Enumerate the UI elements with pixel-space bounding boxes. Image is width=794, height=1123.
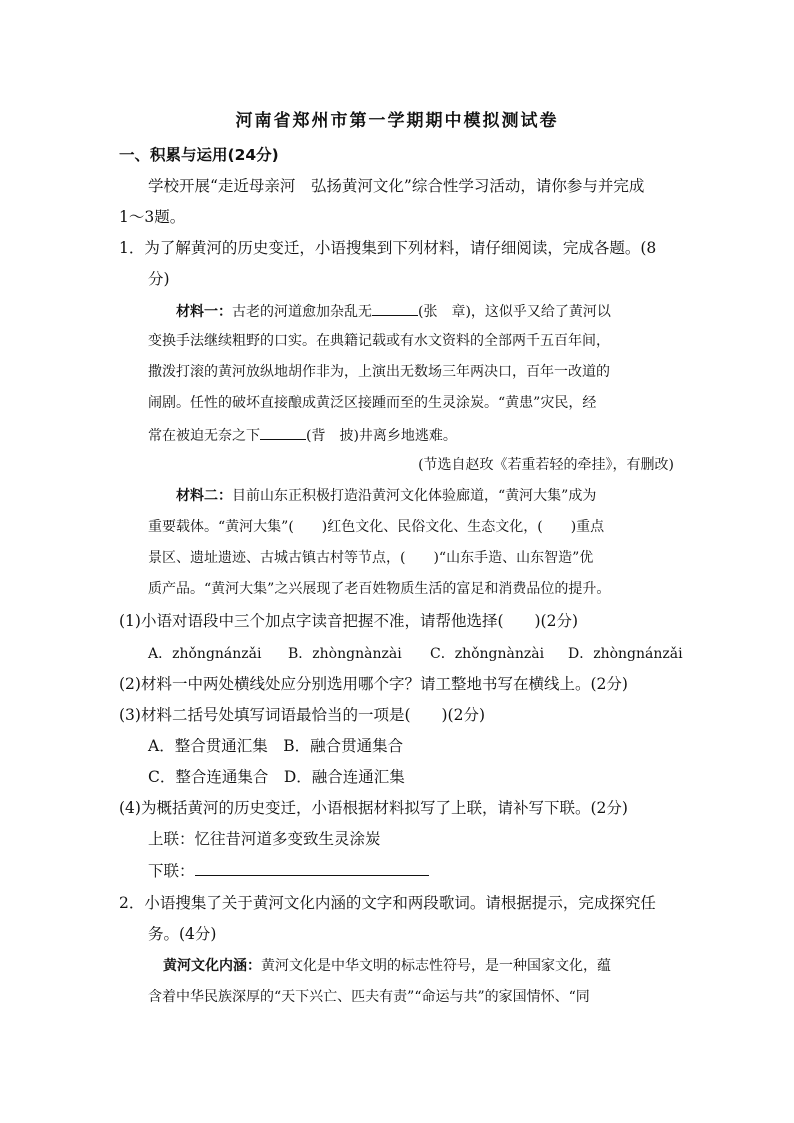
material-2-line-4: 质产品。“黄河大集”之兴展现了老百姓物质生活的富足和消费品位的提升。 xyxy=(148,581,611,597)
answer-blank-2[interactable] xyxy=(260,424,306,440)
material-1-line-2: 变换手法继续粗野的口实。在典籍记载或有水文资料的全部两千五百年间， xyxy=(148,333,610,349)
material-1-line-4: 闹剧。任性的破坏直接酿成黄泛区接踵而至的生灵涂炭。“黄患”灾民，经 xyxy=(148,395,597,411)
sub-question-1: (1)小语对语段中三个加点字读音把握不准，请帮他选择( )(2分) xyxy=(119,612,579,630)
material-1-text: 古老的河道愈加杂乱无 xyxy=(232,304,372,320)
culture-text: 黄河文化是中华文明的标志性符号，是一种国家文化，蕴 xyxy=(261,958,611,974)
material-2-line-3: 景区、遗址遗迹、古城古镇古村等节点，( )“山东手造、山东智造”优 xyxy=(148,550,594,566)
culture-line-2: 含着中华民族深厚的“天下兴亡、匹夫有责”“命运与共”的家国情怀、“同 xyxy=(148,989,590,1005)
material-1-line-3: 撒泼打滚的黄河放纵地胡作非为，上演出无数场三年两决口，百年一改道的 xyxy=(148,364,610,380)
culture-line-1 xyxy=(163,956,611,976)
material-1-label: 材料一： xyxy=(176,304,232,320)
question-2-text: 2．小语搜集了关于黄河文化内涵的文字和两段歌词。请根据提示，完成探究任 xyxy=(119,894,656,912)
couplet-answer-line[interactable] xyxy=(195,860,429,876)
sub-question-3-options-row-2[interactable]: C．整合连通集合 D．融合连通汇集 xyxy=(148,768,405,786)
material-1-source: (节选自赵玫《若重若轻的牵挂》，有删改) xyxy=(418,457,674,473)
couplet-lower-label: 下联： xyxy=(148,862,195,880)
material-1-text: (背 披)井离乡地逃难。 xyxy=(306,428,457,444)
question-2-points: 务。(4分) xyxy=(148,925,217,943)
question-1-points: 分) xyxy=(148,270,170,288)
page-title: 河南省郑州市第一学期期中模拟测试卷 xyxy=(235,111,559,131)
sub-question-3: (3)材料二括号处填写词语最恰当的一项是( )(2分) xyxy=(119,706,486,724)
sub-question-3-options-row-1[interactable]: A．整合贯通汇集 B．融合贯通集合 xyxy=(148,737,404,755)
culture-label: 黄河文化内涵： xyxy=(163,958,261,974)
material-2-text: 目前山东正积极打造沿黄河文化体验廊道，“黄河大集”成为 xyxy=(232,488,597,504)
intro-line-1: 学校开展“走近母亲河 弘扬黄河文化”综合性学习活动，请你参与并完成 xyxy=(148,177,645,195)
section-heading: 一、积累与运用(24分) xyxy=(119,146,279,164)
material-2-line-1 xyxy=(176,486,596,506)
option-b[interactable]: B．zhòngnànzài xyxy=(288,646,402,662)
answer-blank-1[interactable] xyxy=(372,300,418,316)
material-1-text: 常在被迫无奈之下 xyxy=(148,428,260,444)
option-c[interactable]: C．zhǒngnànzài xyxy=(430,646,545,662)
material-2-line-2: 重要载体。“黄河大集”( )红色文化、民俗文化、生态文化，( )重点 xyxy=(148,519,605,535)
couplet-lower xyxy=(148,860,429,881)
question-1-text: 1．为了解黄河的历史变迁，小语搜集到下列材料，请仔细阅读，完成各题。(8 xyxy=(119,239,657,257)
material-1-line-1 xyxy=(176,300,611,322)
option-d[interactable]: D．zhòngnánzǎi xyxy=(568,646,683,662)
material-1-line-5 xyxy=(148,424,457,446)
couplet-upper: 上联：忆往昔河道多变致生灵涂炭 xyxy=(148,830,381,848)
sub-question-4: (4)为概括黄河的历史变迁，小语根据材料拟写了上联，请补写下联。(2分) xyxy=(119,799,628,817)
material-1-text: (张 章)，这似乎又给了黄河以 xyxy=(418,304,611,320)
intro-line-2: 1～3题。 xyxy=(119,208,186,226)
material-2-label: 材料二： xyxy=(176,488,232,504)
sub-question-2: (2)材料一中两处横线处应分别选用哪个字？请工整地书写在横线上。(2分) xyxy=(119,675,628,693)
option-a[interactable]: A．zhǒngnánzǎi xyxy=(148,646,262,662)
